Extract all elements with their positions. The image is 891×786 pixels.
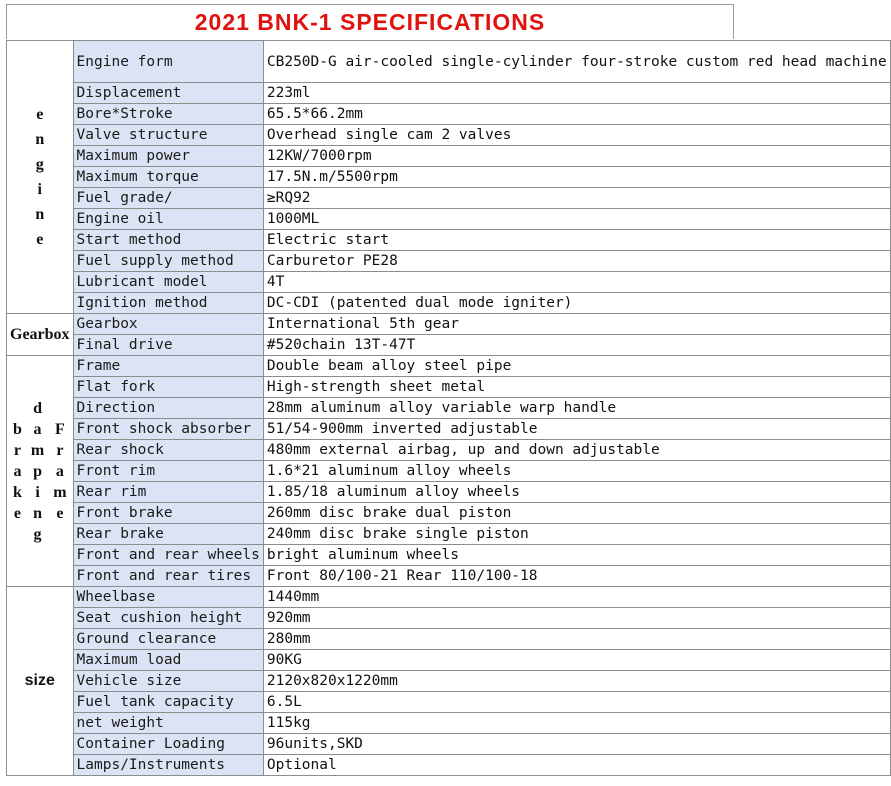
section-letter: a [13, 462, 22, 480]
spec-row [7, 629, 891, 650]
spec-value: High-strength sheet metal [263, 377, 890, 398]
spec-label: Start method [73, 230, 263, 251]
spec-label: Front and rear wheels [73, 545, 263, 566]
spec-row [7, 251, 891, 272]
spec-label: net weight [73, 713, 263, 734]
spec-row [7, 734, 891, 755]
spec-row [7, 419, 891, 440]
spec-value: 17.5N.m/5500rpm [263, 167, 890, 188]
spec-label: Frame [73, 356, 263, 377]
spec-row [7, 524, 891, 545]
spec-row [7, 566, 891, 587]
spec-label: Fuel supply method [73, 251, 263, 272]
spec-row [7, 83, 891, 104]
spec-label: Front rim [73, 461, 263, 482]
section-letter: e [36, 106, 44, 123]
section-size-label [7, 587, 74, 776]
spec-label: Final drive [73, 335, 263, 356]
spec-row [7, 671, 891, 692]
spec-label: Maximum load [73, 650, 263, 671]
spec-value: Electric start [263, 230, 890, 251]
spec-value: 1.85/18 aluminum alloy wheels [263, 482, 890, 503]
spec-value: #520chain 13T-47T [263, 335, 890, 356]
spec-row [7, 104, 891, 125]
section-engine-label [7, 41, 74, 314]
spec-row [7, 314, 891, 335]
spec-value: CB250D-G air-cooled single-cylinder four-stroke custom red head machine [263, 41, 890, 83]
spec-value: 223ml [263, 83, 890, 104]
spec-value: 1440mm [263, 587, 890, 608]
spec-value: Carburetor PE28 [263, 251, 890, 272]
section-letter: a [33, 420, 42, 438]
section-letter: n [35, 206, 45, 223]
spec-row [7, 650, 891, 671]
spec-value: ≥RQ92 [263, 188, 890, 209]
section-letter: a [55, 462, 64, 480]
spec-label: Fuel tank capacity [73, 692, 263, 713]
section-letter-column [53, 419, 66, 524]
spec-value: Front 80/100-21 Rear 110/100-18 [263, 566, 890, 587]
section-letter: p [33, 462, 42, 480]
spec-value: 240mm disc brake single piston [263, 524, 890, 545]
spec-value: 115kg [263, 713, 890, 734]
spec-label: Front brake [73, 503, 263, 524]
section-letter-column [13, 419, 22, 524]
spec-row [7, 293, 891, 314]
spec-value: 260mm disc brake dual piston [263, 503, 890, 524]
spec-label: Maximum power [73, 146, 263, 167]
section-letter: e [13, 504, 21, 522]
spec-row [7, 230, 891, 251]
section-letter: F [54, 420, 65, 438]
spec-label: Lamps/Instruments [73, 755, 263, 776]
section-letter-column [31, 398, 44, 545]
spec-row [7, 398, 891, 419]
spec-table [6, 40, 891, 776]
spec-row [7, 503, 891, 524]
spec-value: 1.6*21 aluminum alloy wheels [263, 461, 890, 482]
spec-label: Engine oil [73, 209, 263, 230]
section-name: Gearbox [10, 325, 70, 343]
section-letter: d [33, 399, 42, 417]
spec-label: Rear brake [73, 524, 263, 545]
spec-value: Double beam alloy steel pipe [263, 356, 890, 377]
section-letter: r [13, 441, 21, 459]
spec-row [7, 713, 891, 734]
spec-row [7, 461, 891, 482]
spec-row [7, 587, 891, 608]
spec-row [7, 356, 891, 377]
spec-label: Ground clearance [73, 629, 263, 650]
section-letter: k [12, 483, 22, 501]
spec-row [7, 335, 891, 356]
spec-row [7, 125, 891, 146]
page-title: 2021 BNK-1 SPECIFICATIONS [6, 4, 734, 39]
spec-label: Valve structure [73, 125, 263, 146]
spec-label: Bore*Stroke [73, 104, 263, 125]
spec-label: Seat cushion height [73, 608, 263, 629]
spec-label: Front and rear tires [73, 566, 263, 587]
section-letter: e [56, 504, 64, 522]
spec-label: Container Loading [73, 734, 263, 755]
spec-value: 12KW/7000rpm [263, 146, 890, 167]
spec-value: 920mm [263, 608, 890, 629]
spec-value: 6.5L [263, 692, 890, 713]
spec-value: 1000ML [263, 209, 890, 230]
section-letter: n [33, 504, 42, 522]
spec-label: Vehicle size [73, 671, 263, 692]
spec-label: Lubricant model [73, 272, 263, 293]
spec-value: 51/54-900mm inverted adjustable [263, 419, 890, 440]
section-letter: b [12, 420, 22, 438]
spec-value: 4T [263, 272, 890, 293]
spec-row [7, 146, 891, 167]
section-frame-label [7, 356, 74, 587]
spec-label: Gearbox [73, 314, 263, 335]
spec-label: Rear rim [73, 482, 263, 503]
section-letter: i [35, 483, 40, 501]
spec-row [7, 545, 891, 566]
spec-value: Overhead single cam 2 valves [263, 125, 890, 146]
spec-label: Front shock absorber [73, 419, 263, 440]
section-letter: m [53, 483, 67, 501]
spec-row [7, 188, 891, 209]
spec-value: 2120x820x1220mm [263, 671, 890, 692]
spec-label: Engine form [73, 41, 263, 83]
section-letter: m [30, 441, 45, 459]
spec-row [7, 608, 891, 629]
spec-value: International 5th gear [263, 314, 890, 335]
section-letter: g [35, 156, 44, 173]
spec-label: Maximum torque [73, 167, 263, 188]
section-letter: i [37, 181, 42, 198]
section-letter: g [33, 525, 42, 543]
spec-row [7, 692, 891, 713]
spec-row [7, 755, 891, 776]
spec-value: 28mm aluminum alloy variable warp handle [263, 398, 890, 419]
spec-label: Flat fork [73, 377, 263, 398]
section-letter: e [36, 231, 44, 248]
spec-label: Fuel grade/ [73, 188, 263, 209]
section-letter: n [35, 131, 45, 148]
spec-value: 65.5*66.2mm [263, 104, 890, 125]
spec-value: DC-CDI (patented dual mode igniter) [263, 293, 890, 314]
spec-value: 480mm external airbag, up and down adjustable [263, 440, 890, 461]
spec-label: Displacement [73, 83, 263, 104]
spec-row [7, 272, 891, 293]
spec-row [7, 440, 891, 461]
spec-label: Direction [73, 398, 263, 419]
section-letter: r [56, 441, 64, 459]
spec-row [7, 482, 891, 503]
section-gearbox-label [7, 314, 74, 356]
spec-label: Wheelbase [73, 587, 263, 608]
spec-row [7, 41, 891, 83]
section-name: size [24, 672, 55, 689]
spec-label: Rear shock [73, 440, 263, 461]
spec-label: Ignition method [73, 293, 263, 314]
spec-value: 280mm [263, 629, 890, 650]
spec-value: Optional [263, 755, 890, 776]
spec-value: 96units,SKD [263, 734, 890, 755]
spec-value: bright aluminum wheels [263, 545, 890, 566]
spec-value: 90KG [263, 650, 890, 671]
spec-row [7, 167, 891, 188]
spec-row [7, 377, 891, 398]
spec-row [7, 209, 891, 230]
